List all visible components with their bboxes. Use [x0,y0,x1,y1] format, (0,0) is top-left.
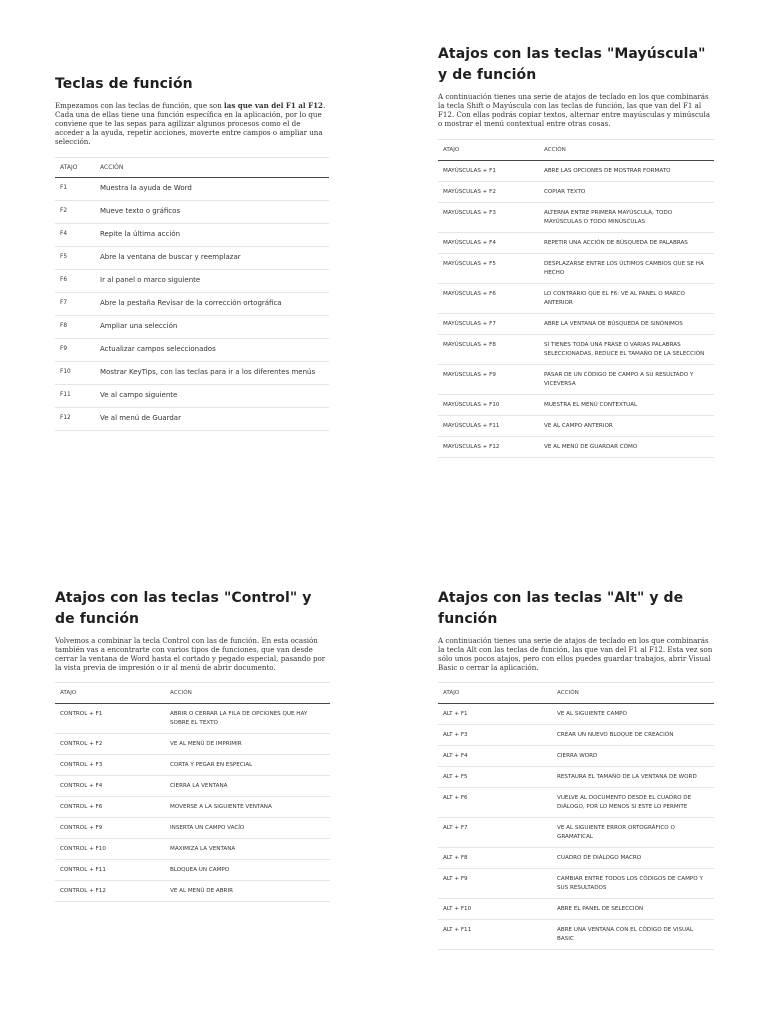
shortcut-cell: CONTROL + F2 [55,734,165,755]
action-cell: CUADRO DE DIÁLOGO MACRO [552,848,714,869]
shortcut-cell: CONTROL + F3 [55,755,165,776]
action-cell: Mostrar KeyTips, con las teclas para ir a los diferentes menús [95,362,329,385]
table-row [438,335,714,365]
table-row [438,725,714,746]
shortcut-cell: F10 [55,362,95,385]
intro-text-continued: . Cada una de ellas tiene una función específica en la aplicación, por lo que conviene que te las sepas para agilizar algunos procesos como el de acceder a la ayuda, repetir acciones, moverte entre campos o ampliar una selección. [55,101,326,146]
action-cell: SI TIENES TODA UNA FRASE O VARIAS PALABRAS SELECCIONADAS, REDUCE EL TAMAÑO DE LA SELECCIÓN [539,335,714,365]
shortcut-cell: CONTROL + F10 [55,839,165,860]
table-row [55,385,329,408]
column-header-shortcut: ATAJO [438,683,552,704]
table-row [55,776,330,797]
action-cell: VUELVE AL DOCUMENTO DESDE EL CUADRO DE DIÁLOGO, POR LO MENOS SI ESTE LO PERMITE [552,788,714,818]
action-cell: VE AL MENÚ DE ABRIR [165,881,330,902]
section-control-function-keys [55,588,330,902]
shortcut-cell: F8 [55,316,95,339]
shortcut-cell: CONTROL + F1 [55,704,165,734]
column-header-action: ACCIÓN [552,683,714,704]
shortcut-cell: MAYÚSCULAS + F6 [438,284,539,314]
shortcut-cell: ALT + F1 [438,704,552,725]
shortcut-cell: F12 [55,408,95,431]
action-cell: VE AL MENÚ DE GUARDAR CÓMO [539,437,714,458]
action-cell: ABRE LA VENTANA DE BÚSQUEDA DE SINÓNIMOS [539,314,714,335]
shortcut-cell: MAYÚSCULAS + F5 [438,254,539,284]
shortcut-cell: MAYÚSCULAS + F1 [438,161,539,182]
table-row [55,881,330,902]
action-cell: CREAR UN NUEVO BLOQUE DE CREACIÓN [552,725,714,746]
action-cell: REPETIR UNA ACCIÓN DE BÚSQUEDA DE PALABRAS [539,233,714,254]
shortcut-cell: F5 [55,247,95,270]
shortcut-cell: MAYÚSCULAS + F7 [438,314,539,335]
table-row [55,178,329,201]
shortcut-cell: F11 [55,385,95,408]
shortcut-cell: CONTROL + F12 [55,881,165,902]
action-cell: VE AL CAMPO ANTERIOR [539,416,714,437]
action-cell: Abre la pestaña Revisar de la corrección ortográfica [95,293,329,316]
shortcut-cell: F1 [55,178,95,201]
table-row [438,848,714,869]
table-row [55,316,329,339]
table-row [438,233,714,254]
shortcut-cell: CONTROL + F6 [55,797,165,818]
section-intro: A continuación tienes una serie de atajos de teclado en los que combinarás la tecla Alt con las teclas de función, las que van del F1 al F12. Esta vez son sólo unos pocos atajos, pero con ellos puedes guardar trabajos, abrir Visual Basic o cerrar la aplicación. [438,636,713,672]
table-row [438,161,714,182]
action-cell: INSERTA UN CAMPO VACÍO [165,818,330,839]
action-cell: MAXIMIZA LA VENTANA [165,839,330,860]
table-row [55,734,330,755]
table-row [55,201,329,224]
shortcut-cell: CONTROL + F11 [55,860,165,881]
shortcut-cell: ALT + F8 [438,848,552,869]
action-cell: PASAR DE UN CÓDIGO DE CAMPO A SU RESULTADO Y VICEVERSA [539,365,714,395]
shortcut-cell: MAYÚSCULAS + F4 [438,233,539,254]
column-header-action: ACCIÓN [95,158,329,178]
shortcut-cell: MAYÚSCULAS + F8 [438,335,539,365]
action-cell: COPIAR TEXTO [539,182,714,203]
action-cell: CORTA Y PEGAR EN ESPECIAL [165,755,330,776]
action-cell: Mueve texto o gráficos [95,201,329,224]
column-header-shortcut: ATAJO [55,158,95,178]
shortcut-table [55,682,330,902]
action-cell: Ve al campo siguiente [95,385,329,408]
action-cell: Actualizar campos seleccionados [95,339,329,362]
action-cell: DESPLAZARSE ENTRE LOS ÚLTIMOS CAMBIOS QUE SE HA HECHO [539,254,714,284]
action-cell: Repite la última acción [95,224,329,247]
section-title: Teclas de función [55,76,193,92]
table-row [438,284,714,314]
action-cell: ABRIR O CERRAR LA FILA DE OPCIONES QUE HAY SOBRE EL TEXTO [165,704,330,734]
action-cell: BLOQUEA UN CAMPO [165,860,330,881]
table-row [438,788,714,818]
action-cell: VE AL SIGUIENTE ERROR ORTOGRÁFICO O GRAMATICAL [552,818,714,848]
shortcut-cell: CONTROL + F9 [55,818,165,839]
table-row [55,860,330,881]
table-row [55,408,329,431]
shortcut-cell: F2 [55,201,95,224]
table-row [55,704,330,734]
table-row [438,365,714,395]
table-row [438,767,714,788]
action-cell: RESTAURA EL TAMAÑO DE LA VENTANA DE WORD [552,767,714,788]
intro-bold-text: las que van del F1 al F12 [224,101,323,110]
table-row [438,746,714,767]
section-shift-function-keys [438,44,714,458]
shortcut-cell: MAYÚSCULAS + F9 [438,365,539,395]
action-cell: Ve al menú de Guardar [95,408,329,431]
table-row [438,899,714,920]
table-row [55,270,329,293]
section-alt-function-keys [438,588,714,950]
shortcut-cell: F9 [55,339,95,362]
action-cell: ABRE LAS OPCIONES DE MOSTRAR FORMATO [539,161,714,182]
action-cell: CAMBIAR ENTRE TODOS LOS CÓDIGOS DE CAMPO Y SUS RESULTADOS [552,869,714,899]
shortcut-cell: ALT + F6 [438,788,552,818]
shortcut-table [438,139,714,458]
shortcut-cell: MAYÚSCULAS + F10 [438,395,539,416]
action-cell: Abre la ventana de buscar y reemplazar [95,247,329,270]
table-row [438,182,714,203]
shortcut-cell: ALT + F3 [438,725,552,746]
table-row [55,247,329,270]
shortcut-cell: MAYÚSCULAS + F12 [438,437,539,458]
shortcut-cell: ALT + F5 [438,767,552,788]
column-header-action: ACCIÓN [165,683,330,704]
shortcut-cell: F7 [55,293,95,316]
action-cell: MOVERSE A LA SIGUIENTE VENTANA [165,797,330,818]
shortcut-cell: CONTROL + F4 [55,776,165,797]
section-title: Atajos con las teclas "Mayúscula" y de función [438,46,706,83]
shortcut-table [55,157,329,431]
table-row [55,339,329,362]
action-cell: CIERRA WORD [552,746,714,767]
section-intro: Volvemos a combinar la tecla Control con las de función. En esta ocasión también vas a encontrarte con varios tipos de funciones, que van desde cerrar la ventana de Word hasta el cortado y pegado especial, pasando por la vista previa de impresión o ir al menú de abrir documento. [55,636,326,672]
column-header-action: ACCIÓN [539,140,714,161]
table-row [438,869,714,899]
table-row [438,416,714,437]
intro-text: Empezamos con las teclas de función, que son [55,101,225,110]
column-header-shortcut: ATAJO [438,140,539,161]
action-cell: VE AL SIGUIENTE CAMPO [552,704,714,725]
action-cell: Ir al panel o marco siguiente [95,270,329,293]
table-row [438,818,714,848]
section-intro [55,101,329,146]
action-cell: Ampliar una selección [95,316,329,339]
action-cell: VE AL MENÚ DE IMPRIMIR [165,734,330,755]
section-intro: A continuación tienes una serie de atajos de teclado en los que combinarás la tecla Shift o Mayúscula con las teclas de función, las que van del F1 al F12. Con ellas podrás copiar textos, alternar entre mayúsculas y minúscula o mostrar el menú contextual entre otras cosas. [438,92,710,128]
action-cell: LO CONTRARIO QUE EL F6: VE AL PANEL O MARCO ANTERIOR [539,284,714,314]
table-row [438,920,714,950]
shortcut-cell: MAYÚSCULAS + F2 [438,182,539,203]
table-row [438,254,714,284]
table-row [55,224,329,247]
shortcut-cell: F4 [55,224,95,247]
shortcut-cell: ALT + F11 [438,920,552,950]
shortcut-cell: MAYÚSCULAS + F3 [438,203,539,233]
action-cell: Muestra la ayuda de Word [95,178,329,201]
table-row [55,818,330,839]
table-row [55,797,330,818]
table-row [438,437,714,458]
shortcut-table [438,682,714,950]
action-cell: MUESTRA EL MENÚ CONTEXTUAL [539,395,714,416]
section-title: Atajos con las teclas "Alt" y de función [438,590,684,627]
action-cell: ALTERNA ENTRE PRIMERA MAYÚSCULA, TODO MAYÚSCULAS O TODO MINÚSCULAS [539,203,714,233]
table-row [55,293,329,316]
table-row [438,203,714,233]
shortcut-cell: ALT + F10 [438,899,552,920]
shortcut-cell: ALT + F9 [438,869,552,899]
table-row [438,395,714,416]
column-header-shortcut: ATAJO [55,683,165,704]
table-row [55,755,330,776]
shortcut-cell: F6 [55,270,95,293]
shortcut-cell: ALT + F7 [438,818,552,848]
section-title: Atajos con las teclas "Control" y de función [55,590,312,627]
action-cell: CIERRA LA VENTANA [165,776,330,797]
table-row [55,839,330,860]
table-row [438,314,714,335]
shortcut-cell: MAYÚSCULAS + F11 [438,416,539,437]
action-cell: ABRE EL PANEL DE SELECCIÓN [552,899,714,920]
table-row [438,704,714,725]
table-row [55,362,329,385]
shortcut-cell: ALT + F4 [438,746,552,767]
section-function-keys [55,74,329,431]
action-cell: ABRE UNA VENTANA CON EL CÓDIGO DE VISUAL BASIC [552,920,714,950]
